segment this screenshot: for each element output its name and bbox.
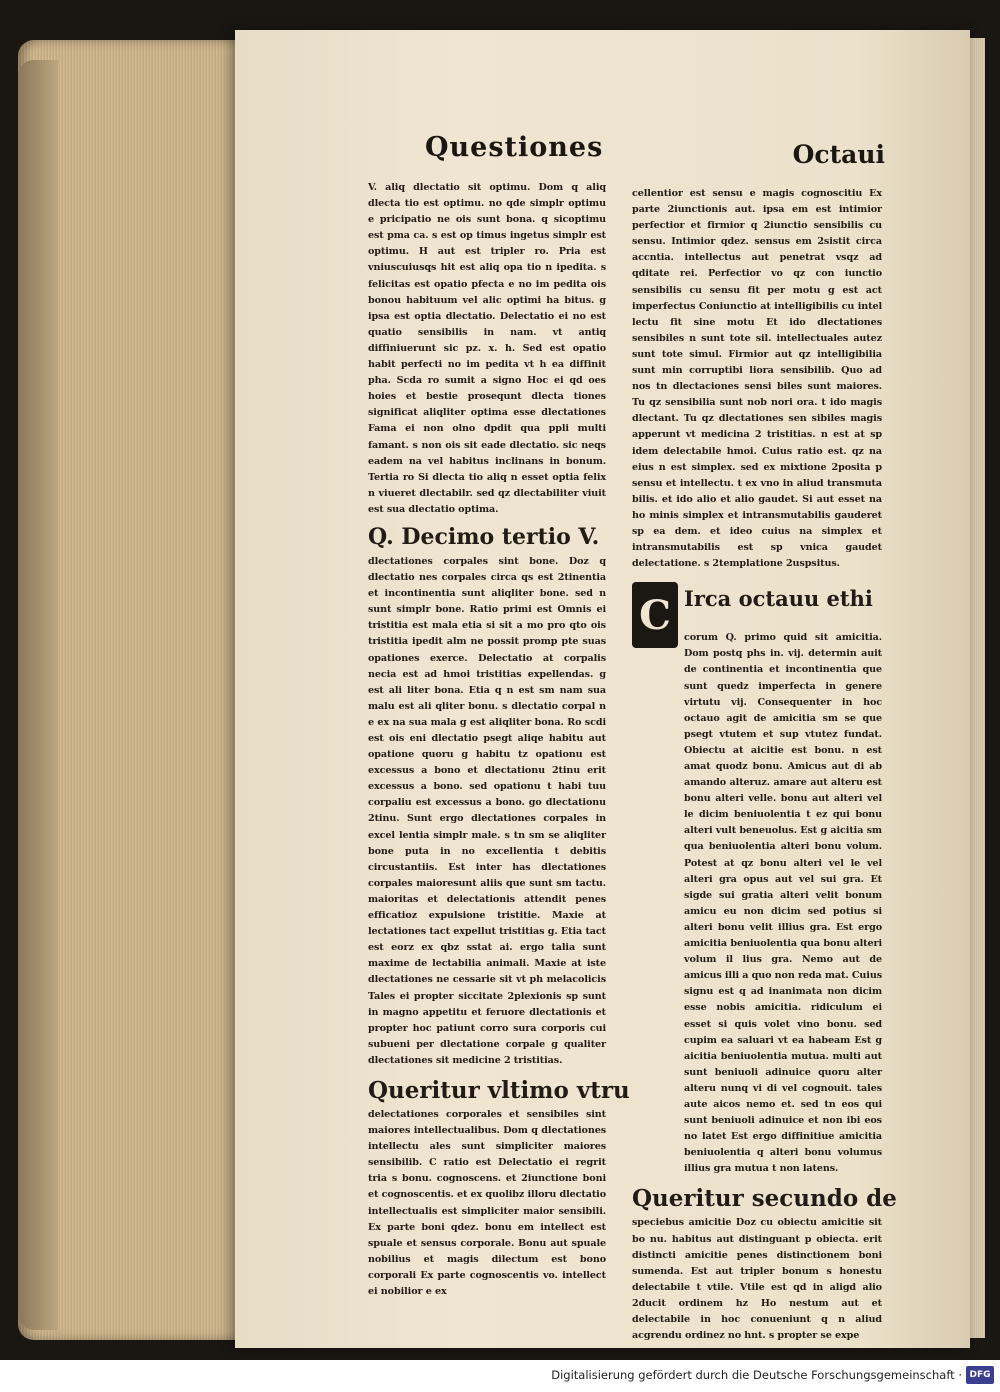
footer-bar [0,1360,1000,1392]
right-paragraph-1: cellentior est sensu e magis cognoscitiu Ex parte 2iunctionis aut. ipsa em est intimior perfectior et firmior q 2iunctio sensibilis cu sensu. Intimior qdez. sensus em 2sistit circa accntia. intellectus aut penetrat vsqz ad qditate rei. Perfectior vo qz con iunctio sensibilis cu sensu fit per motu g est act imperfectus Coniunctio at intelligibilis cu intel lectu fit sine motu Et ido dlectationes sensibiles n sunt tote sil. intellectuales autez sunt tote simul. Firmior aut qz intelligibilia sunt min corruptibi liora sensibilib. Quo ad nos tn dlectaciones sensi biles sunt maiores. Tu qz sensibilia sunt nob nori ora. t ido magis dlectant. Tu qz dlectationes sen sibiles magis apperunt vt medicina 2 tristitias. n est at sp idem delectabile hmoi. Cuius ratio est. qz na eius n est simplex. sed ex mixtione 2posita p sensu et intellectu. t ex vno in aliud transmuta bilis. et ido alio et alio gaudet. Si aut esset na ho minis simplex et intransmutabilis gauderet sp ea dem. et ideo cuius na simplex et intransmutabilis est sp vnica gaudet delectatione. s 2templatione 2uspsitus. [632,188,882,570]
decorated-initial [632,582,678,648]
chapter-title: Irca octauu ethi [684,586,873,612]
section-heading-queritur-vltimo: Queritur vltimo vtru [368,1076,630,1104]
right-paragraph-3: speciebus amicitie Doz cu obiectu amicitie sit bo nu. habitus aut distinguant p obiecta. erit distincti amicitie penes distinctionem boni sumenda. Est aut tripler bonum s honestu delectabile t vtile. Vtile est qd in aligd alio 2ducit ordinem hz Ho nestum aut et delectabile in hoc conueniunt q n aliud acgrendu ordinez no hnt. s propter se expe [632,1217,882,1342]
initial-letter: C [639,591,671,639]
running-head [425,132,885,182]
section-heading-decimo-tertio: Q. Decimo tertio V. [368,523,600,550]
binding-rim [18,60,58,1330]
left-paragraph-3: delectationes corporales et sensibiles sint maiores intellectualibus. Dom q dlectationes intellectu ales sunt simpliciter maiores sensibilib. C ratio est Delectatio ei regrit tria s bonu. cognoscens. et 2iunctione boni et cognoscentis. et ex quolibz illoru dlectatio intellectualis est simpliciter maior sensibili. Ex parte boni qdez. bonu em intellect est spuale et sensus corporale. Bonu aut spuale nobilius et magis dilectum est bono corporali Ex parte cognoscentis vo. intellect ei nobilior e ex [368,1108,607,1297]
funding-credit: Digitalisierung gefördert durch die Deutsche Forschungsgemeinschaft · [551,1368,962,1382]
running-head-right: Octaui [792,140,885,169]
left-paragraph-1: V. aliq dlectatio sit optimu. Dom q aliq dlecta tio est optimu. no qde simplr optimu e pricipatio ne ois sunt bona. q sicoptimu est pma ca. s est op timus ingetus simplr est optimu. H aut est tripler ro. Pria est vniuscuiusqs hit est aliq opa tio n ipedita. s felicitas est opatio pfecta e no im pedita ois bonou habituum vel alic optimi ha bitus. g ipsa est optia dlectatio. Delectatio ei no est quatio sensibilis in nam. vt antiq diffiniuerunt sic pz. x. h. Sed est opatio habit perfecti no im pedita vt h ea diffinit pha. Scda ro sumit a signo Hoc ei qd oes hoies et bestie prosequnt dlecta tiones significat aliqliter optima esse dlectationes Fama ei non olno dpdit qua ppli multi famant. s non ois sit eade dlectatio. sic neqs eadem na vel habitus inclinans in bonum. Tertia ro Si dlecta tio aliq n esset optia felix n viueret dlectabilr. sed qz dlectabiliter viuit est sua dlectatio optima. [368,182,606,515]
right-column [632,186,897,1342]
dfg-logo: DFG [966,1366,994,1384]
left-paragraph-2: dlectationes corpales sint bone. Doz q dlectatio nes corpales circa qs est 2tinentia et incontinentia sunt aliqliter bone. sed n sunt simplr bone. Ratio primi est Omnis ei tristitia est mala etia si sit a mo pro qto ois tristitia ipedit alm ne possit promp pte suas opationes exerce. Delectatio at corpalis necia est ad hmoi tristitias expellendas. g est ali liter bona. Etia q n est sm nam sua malu est ali qliter bonu. s dlectatio corpal n e ex na sua mala g est aliqliter bona. Ro scdi est ois eni dlectatio psegt aliqe habitu aut opatione quoru g habitu tz opationu est excessus a bono et dlectationu 2tinu erit excessus a bono. sed opationu t habi tuu corpaliu est excessus a bono. go dlectationu 2tinu. Sunt ergo dlectationes corpales in excel lentia simplr male. s tn sm se aliqliter bone puta in no excellentia t debitis circustantiis. Est inter has dlectationes corpales maioresunt aliis que sunt sm tactu. maioritas et delectationis attendit penes efficatioz expulsione tristitie. Maxie at lectationes tact expellut tristitias g. Etia tact est eorz ex qbz sstat ai. ergo talia sunt maxime de lectabilia animali. Maxie at iste dlectationes ne cessarie sit vt ph melacolicis Tales ei propter siccitate 2plexionis sp sunt in magno appetitu et feruore dlectationis et propter hoc patiunt corro sura corporis cui subueni per dlectatione corpale g qualiter dlectationes sit medicine 2 tristitias. [368,555,606,1066]
running-head-left: Questiones [425,132,604,163]
right-paragraph-2: corum Q. primo quid sit amicitia. Dom postq phs in. vij. determin auit de continentia et incontinentia que sunt quedz imperfecta in genere virtutu vij. Consequenter in hoc octauo agit de amicitia sm se que psegt vtutem et sup vtutez fundat. Obiectu at aicitie est bonu. n est amat quodz bonu. Amicus aut di ab amando alteruz. amare aut alteru est bonu alteri velle. bonu aut alteri vel le dicim beniuolentia t ez qui bonu alteri vult beneuolus. Est g aicitia sm qua beniuolentia alteri bonu volum. Potest at qz bonu alteri vel le vel alteri gra opus aut vel sui gra. Et sigde sui gratia alteri velit bonum amicu eu non dicim sed potius si alteri bonu velit illius gra. Est ergo amicitia beniuolentia qua bonu alteri volum il lius gra. Nemo aut de amicus illi a quo non reda mat. Cuius signu est q ad inanimata non dicim esse nobis amicitia. ridiculum ei esset si quis volet vino bonu. sed cupim ea saluari vt ea habeam Est g aicitia beniuolentia mutua. multi aut sunt beniuoli adinuice quoru alter alteru nunq vi di vel cognouit. tales aute aicos nemo et. sed tn eos qui sunt beniuoli adinuice et non ibi eos no latet Est ergo diffinitiue amicitia beniuolentia q alteri bonu volumus illius gra mutua t non latens. [684,632,882,1175]
chapter-opening [632,582,882,639]
section-heading-queritur-secundo: Queritur secundo de [632,1185,897,1213]
left-column [368,180,630,1297]
